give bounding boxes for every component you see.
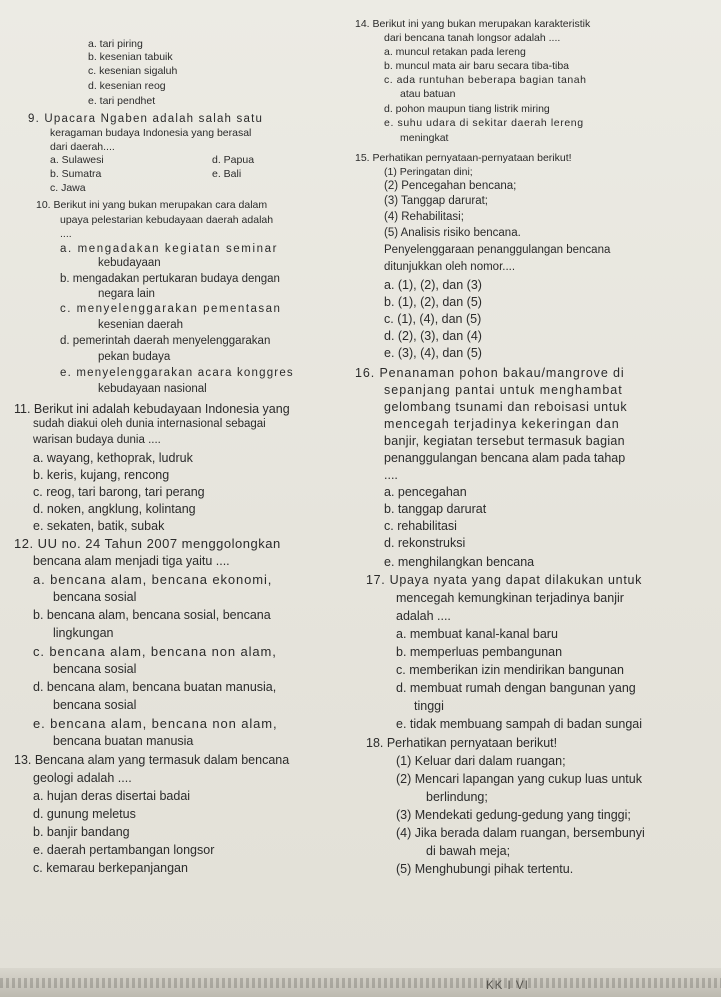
q11-option-b: b. keris, kujang, rencong [33,468,170,482]
q9-option-c: c. Jawa [50,182,86,194]
q15-item-5: (5) Analisis risiko bencana. [384,227,521,239]
q12-option-c: c. bencana alam, bencana non alam, [33,644,277,659]
q10-option-d-cont: pekan budaya [98,351,171,363]
q11-option-c: c. reog, tari barong, tari perang [33,485,205,499]
q17-option-c: c. memberikan izin mendirikan bangunan [396,663,624,677]
q17-option-e: e. tidak membuang sampah di badan sungai [396,717,642,731]
q14-option-c-cont: atau batuan [400,88,456,100]
q18-item-4-cont: di bawah meja; [426,844,511,858]
q11-stem-line3: warisan budaya dunia .... [33,434,161,446]
q9-option-a: a. Sulawesi [50,154,104,166]
q18-item-3: (3) Mendekati gedung-gedung yang tinggi; [396,808,631,822]
q16-stem-line6: penanggulangan bencana alam pada tahap [384,451,626,465]
q16-option-c: c. rehabilitasi [384,519,457,533]
q15-item-2: (2) Pencegahan bencana; [384,180,517,192]
q10-option-b: b. mengadakan pertukaran budaya dengan [60,273,280,285]
q12-option-b-cont: lingkungan [53,626,114,640]
q10-option-d: d. pemerintah daerah menyelenggarakan [60,335,271,347]
footer-text: KK I VI [486,980,529,992]
q15-statement-line1: Penyelenggaraan penanggulangan bencana [384,244,611,256]
q15-item-1: (1) Peringatan dini; [384,166,473,178]
q18-item-1: (1) Keluar dari dalam ruangan; [396,754,566,768]
q8-option-d: d. kesenian reog [88,80,166,92]
q8-option-c: c. kesenian sigaluh [88,65,178,77]
q11-option-a: a. wayang, kethoprak, ludruk [33,451,193,465]
q12-stem-line1: 12. UU no. 24 Tahun 2007 menggolongkan [14,536,281,551]
q12-option-b: b. bencana alam, bencana sosial, bencana [33,608,271,622]
q13-stem-line1: 13. Bencana alam yang termasuk dalam bencana [14,753,290,767]
q9-stem-line3: dari daerah.... [50,141,115,153]
page-bottom-border-pattern [0,978,721,988]
q8-option-a: a. tari piring [88,38,143,50]
q11-option-e: e. sekaten, batik, subak [33,519,165,533]
q15-stem: 15. Perhatikan pernyataan-pernyataan berikut! [355,152,572,164]
q16-stem-line4: mencegah terjadinya kekeringan dan [384,417,620,431]
q18-item-2-cont: berlindung; [426,790,488,804]
q15-option-b: b. (1), (2), dan (5) [384,295,482,309]
q17-stem-line3: adalah .... [396,609,451,623]
q18-item-4: (4) Jika berada dalam ruangan, bersembunyi [396,826,645,840]
q14-stem-line2: dari bencana tanah longsor adalah .... [384,32,561,44]
q12-option-c-cont: bencana sosial [53,662,137,676]
q10-option-b-cont: negara lain [98,288,155,300]
q9-option-b: b. Sumatra [50,168,102,180]
q17-option-b: b. memperluas pembangunan [396,645,563,659]
q14-option-e: e. suhu udara di sekitar daerah lereng [384,117,584,129]
q15-statement-line2: ditunjukkan oleh nomor.... [384,261,516,273]
q16-option-e: e. menghilangkan bencana [384,555,535,569]
q12-option-d: d. bencana alam, bencana buatan manusia, [33,680,277,694]
q10-option-e: e. menyelenggarakan acara konggres [60,367,294,379]
q17-option-a: a. membuat kanal-kanal baru [396,627,558,641]
q12-option-d-cont: bencana sosial [53,698,137,712]
q12-option-a: a. bencana alam, bencana ekonomi, [33,572,273,587]
q15-item-4: (4) Rehabilitasi; [384,211,464,223]
q10-option-c: c. menyelenggarakan pementasan [60,303,282,315]
q14-option-b: b. muncul mata air baru secara tiba-tiba [384,60,570,72]
q13-option-b: b. banjir bandang [33,825,130,839]
q13-option-e: e. daerah pertambangan longsor [33,843,215,857]
q17-stem-line1: 17. Upaya nyata yang dapat dilakukan untuk [366,573,643,587]
q14-option-c: c. ada runtuhan beberapa bagian tanah [384,74,587,86]
q12-option-e: e. bencana alam, bencana non alam, [33,716,278,731]
q14-option-d: d. pohon maupun tiang listrik miring [384,103,550,115]
q15-item-3: (3) Tanggap darurat; [384,195,488,207]
q12-option-a-cont: bencana sosial [53,590,137,604]
q15-option-c: c. (1), (4), dan (5) [384,312,482,326]
q16-option-a: a. pencegahan [384,485,467,499]
q10-stem-line2: upaya pelestarian kebudayaan daerah adalah [60,214,274,226]
q18-item-5: (5) Menghubungi pihak tertentu. [396,862,574,876]
q16-option-b: b. tanggap darurat [384,502,487,516]
q10-option-c-cont: kesenian daerah [98,319,184,331]
q18-stem: 18. Perhatikan pernyataan berikut! [366,736,558,750]
q16-stem-line2: sepanjang pantai untuk menghambat [384,383,623,397]
q18-item-2: (2) Mencari lapangan yang cukup luas untuk [396,772,642,786]
q16-stem-line1: 16. Penanaman pohon bakau/mangrove di [355,366,625,380]
q15-option-a: a. (1), (2), dan (3) [384,278,482,292]
q15-option-e: e. (3), (4), dan (5) [384,346,482,360]
q17-option-d: d. membuat rumah dengan bangunan yang [396,681,636,695]
q9-stem-line1: 9. Upacara Ngaben adalah salah satu [28,113,264,125]
q13-option-d: d. gunung meletus [33,807,136,821]
q10-option-a: a. mengadakan kegiatan seminar [60,243,279,255]
q12-option-e-cont: bencana buatan manusia [53,734,194,748]
q11-stem-line2: sudah diakui oleh dunia internasional sebagai [33,418,266,430]
q14-option-e-cont: meningkat [400,132,449,144]
q10-stem-line1: 10. Berikut ini yang bukan merupakan cara dalam [36,199,268,211]
q17-stem-line2: mencegah kemungkinan terjadinya banjir [396,591,624,605]
q13-option-c: c. kemarau berkepanjangan [33,861,188,875]
q15-option-d: d. (2), (3), dan (4) [384,329,482,343]
q11-option-d: d. noken, angklung, kolintang [33,502,196,516]
q17-option-d-cont: tinggi [414,699,444,713]
q13-option-a: a. hujan deras disertai badai [33,789,191,803]
q16-option-d: d. rekonstruksi [384,536,466,550]
q13-stem-line2: geologi adalah .... [33,771,132,785]
q10-option-e-cont: kebudayaan nasional [98,383,207,395]
q14-stem-line1: 14. Berikut ini yang bukan merupakan karakteristik [355,18,591,30]
q16-stem-line7: .... [384,468,398,482]
q10-option-a-cont: kebudayaan [98,257,161,269]
q12-stem-line2: bencana alam menjadi tiga yaitu .... [33,554,230,568]
q9-option-d: d. Papua [212,154,255,166]
q16-stem-line5: banjir, kegiatan tersebut termasuk bagian [384,434,625,448]
q10-stem-line3: .... [60,228,72,240]
q14-option-a: a. muncul retakan pada lereng [384,46,526,58]
q8-option-e: e. tari pendhet [88,95,156,107]
q9-stem-line2: keragaman budaya Indonesia yang berasal [50,127,252,139]
q16-stem-line3: gelombang tsunami dan reboisasi untuk [384,400,628,414]
q11-stem-line1: 11. Berikut ini adalah kebudayaan Indonesia yang [14,402,290,416]
q9-option-e: e. Bali [212,168,242,180]
q8-option-b: b. kesenian tabuik [88,51,173,63]
